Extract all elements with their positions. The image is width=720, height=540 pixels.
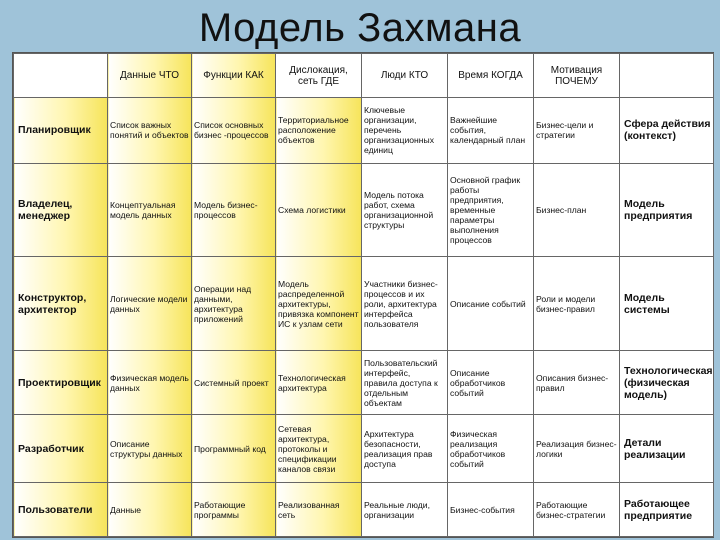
header-last <box>620 54 714 98</box>
header-location-where: Дислокация, сеть ГДЕ <box>276 54 362 98</box>
table-cell: Данные <box>108 483 192 537</box>
row-header: Планировщик <box>14 98 108 164</box>
table-cell: Модель предприятия <box>620 163 714 256</box>
table-cell: Реализация бизнес-логики <box>534 415 620 483</box>
table-cell: Реализованная сеть <box>276 483 362 537</box>
table-cell: Реальные люди, организации <box>362 483 448 537</box>
table-cell: Бизнес-цели и стратегии <box>534 98 620 164</box>
table-cell: Сфера действия (контекст) <box>620 98 714 164</box>
table-cell: Территориальное расположение объектов <box>276 98 362 164</box>
table-cell: Модель распределенной архитектуры, привязка компонент ИС к узлам сети <box>276 256 362 351</box>
table-cell: Архитектура безопасности, реализация прав доступа <box>362 415 448 483</box>
table-cell: Роли и модели бизнес-правил <box>534 256 620 351</box>
table-cell: Важнейшие события, календарный план <box>448 98 534 164</box>
table-cell: Описание событий <box>448 256 534 351</box>
table-cell: Физическая модель данных <box>108 351 192 415</box>
table-body <box>14 98 714 537</box>
row-header: Пользователи <box>14 483 108 537</box>
header-time-when: Время КОГДА <box>448 54 534 98</box>
zachman-table <box>13 53 714 537</box>
table-cell: Бизнес-события <box>448 483 534 537</box>
table-row <box>14 256 714 351</box>
table-cell: Концептуальная модель данных <box>108 163 192 256</box>
row-header: Владелец, менеджер <box>14 163 108 256</box>
table-cell: Ключевые организации, перечень организационных единиц <box>362 98 448 164</box>
table-cell: Детали реализации <box>620 415 714 483</box>
table-row <box>14 483 714 537</box>
table-cell: Описание обработчиков событий <box>448 351 534 415</box>
table-cell: Работающее предприятие <box>620 483 714 537</box>
table-cell: Пользовательский интерфейс, правила доступа к отдельным объектам <box>362 351 448 415</box>
table-cell: Список основных бизнес -процессов <box>192 98 276 164</box>
row-header: Разработчик <box>14 415 108 483</box>
table-cell: Модель системы <box>620 256 714 351</box>
table-cell: Операции над данными, архитектура приложений <box>192 256 276 351</box>
header-row <box>14 54 714 98</box>
table-cell: Технологическая (физическая модель) <box>620 351 714 415</box>
table-cell: Работающие программы <box>192 483 276 537</box>
table-row <box>14 415 714 483</box>
table-cell: Системный проект <box>192 351 276 415</box>
table-cell: Основной график работы предприятия, временные параметры выполнения процессов <box>448 163 534 256</box>
table-cell: Логические модели данных <box>108 256 192 351</box>
table-cell: Физическая реализация обработчиков событий <box>448 415 534 483</box>
table-cell: Схема логистики <box>276 163 362 256</box>
table-row <box>14 98 714 164</box>
table-cell: Технологическая архитектура <box>276 351 362 415</box>
table-cell: Бизнес-план <box>534 163 620 256</box>
table-cell: Программный код <box>192 415 276 483</box>
table-row <box>14 351 714 415</box>
table-cell: Участники бизнес-процессов и их роли, архитектура интерфейса пользователя <box>362 256 448 351</box>
table-cell: Список важных понятий и объектов <box>108 98 192 164</box>
header-corner <box>14 54 108 98</box>
table-cell: Модель бизнес-процессов <box>192 163 276 256</box>
row-header: Проектировщик <box>14 351 108 415</box>
table-cell: Описания бизнес-правил <box>534 351 620 415</box>
table-cell: Описание структуры данных <box>108 415 192 483</box>
table-cell: Модель потока работ, схема организационной структуры <box>362 163 448 256</box>
table-row <box>14 163 714 256</box>
zachman-table-container <box>12 52 714 538</box>
table-cell: Работающие бизнес-стратегии <box>534 483 620 537</box>
header-people-who: Люди КТО <box>362 54 448 98</box>
header-functions-how: Функции КАК <box>192 54 276 98</box>
row-header: Конструктор, архитектор <box>14 256 108 351</box>
header-data-what: Данные ЧТО <box>108 54 192 98</box>
table-cell: Сетевая архитектура, протоколы и спецификации каналов связи <box>276 415 362 483</box>
header-motivation-why: Мотивация ПОЧЕМУ <box>534 54 620 98</box>
slide-title: Модель Захмана <box>198 6 522 50</box>
